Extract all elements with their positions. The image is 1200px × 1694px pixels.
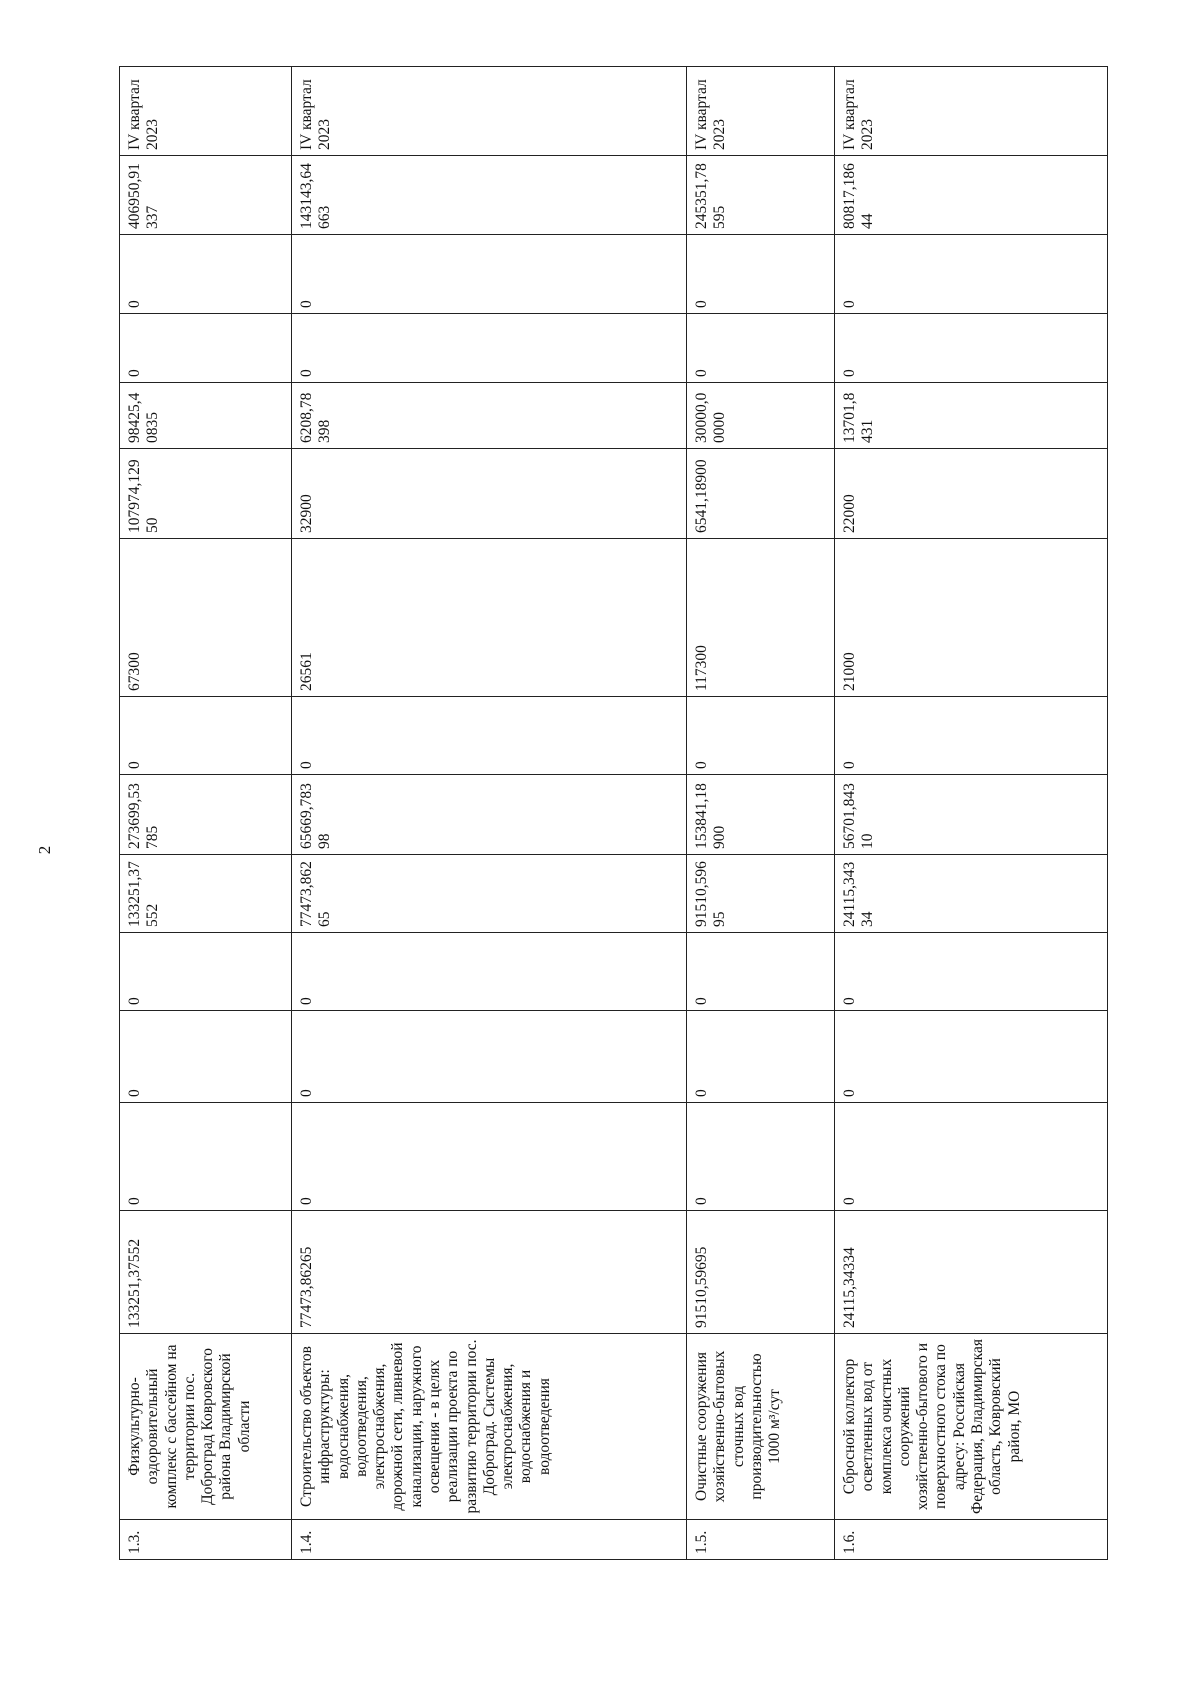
value-cell: 0	[687, 1103, 835, 1211]
value-cell: 0	[835, 933, 1108, 1011]
value-cell: 273699,53785	[120, 775, 292, 855]
row-number-cell: 1.5.	[687, 1520, 835, 1560]
value-cell: 6541,18900	[687, 449, 835, 539]
value-cell: 0	[835, 1103, 1108, 1211]
value-cell: 117300	[687, 539, 835, 697]
value-cell: 13701,8431	[835, 383, 1108, 449]
value-cell: 77473,86265	[292, 855, 687, 933]
value-cell: 0	[120, 1011, 292, 1103]
page-number: 2	[35, 845, 54, 855]
value-cell: 80817,18644	[835, 156, 1108, 235]
value-cell: 0	[687, 314, 835, 383]
value-cell: IV квартал 2023	[835, 67, 1108, 156]
value-cell: IV квартал 2023	[120, 67, 292, 156]
value-cell: 56701,84310	[835, 775, 1108, 855]
value-cell: 91510,59695	[687, 855, 835, 933]
value-cell: 0	[292, 314, 687, 383]
object-name-cell: Строительство объектов инфраструктуры: водоснабжения, водоотведения, электроснабжения, дорожной сети, ливневой канализации, наружного освещения - в целях реализации проекта по развитию территории пос. Доброград. Системы электроснабжения, водоснабжения и водоотведения	[292, 1334, 687, 1520]
value-cell: 24115,34334	[835, 855, 1108, 933]
table-row	[120, 67, 292, 1560]
value-cell: 98425,40835	[120, 383, 292, 449]
object-name-cell: Сбросной коллектор осветленных вод от комплекса очистных сооружений хозяйственно-бытового и поверхностного стока по адресу: Российская Федерация, Владимирская область, Ковровский район, МО	[835, 1334, 1108, 1520]
value-cell: 91510,59695	[687, 1211, 835, 1334]
data-table	[119, 66, 1108, 1560]
value-cell: 133251,37552	[120, 855, 292, 933]
value-cell: 24115,34334	[835, 1211, 1108, 1334]
value-cell: 0	[120, 933, 292, 1011]
row-number-cell: 1.3.	[120, 1520, 292, 1560]
value-cell: 143143,64663	[292, 156, 687, 235]
value-cell: 107974,12950	[120, 449, 292, 539]
table-row	[687, 67, 835, 1560]
row-number-cell: 1.6.	[835, 1520, 1108, 1560]
value-cell: 0	[835, 1011, 1108, 1103]
table-row	[835, 67, 1108, 1560]
value-cell: 0	[292, 697, 687, 775]
value-cell: 77473,86265	[292, 1211, 687, 1334]
value-cell: 65669,78398	[292, 775, 687, 855]
value-cell: 245351,78595	[687, 156, 835, 235]
value-cell: 0	[120, 235, 292, 314]
value-cell: 0	[687, 1011, 835, 1103]
rotated-table-wrapper	[119, 66, 1107, 1560]
value-cell: IV квартал 2023	[292, 67, 687, 156]
value-cell: 0	[835, 314, 1108, 383]
value-cell: 0	[835, 697, 1108, 775]
table-row	[292, 67, 687, 1560]
value-cell: 0	[687, 697, 835, 775]
value-cell: 0	[687, 933, 835, 1011]
value-cell: 22000	[835, 449, 1108, 539]
value-cell: 406950,91337	[120, 156, 292, 235]
value-cell: 21000	[835, 539, 1108, 697]
value-cell: 6208,78398	[292, 383, 687, 449]
value-cell: 0	[120, 1103, 292, 1211]
object-name-cell: Очистные сооружения хозяйственно-бытовых сточных вод производительностью 1000 м³/сут	[687, 1334, 835, 1520]
value-cell: 32900	[292, 449, 687, 539]
value-cell: 0	[292, 933, 687, 1011]
value-cell: IV квартал 2023	[687, 67, 835, 156]
value-cell: 0	[835, 235, 1108, 314]
value-cell: 0	[687, 235, 835, 314]
value-cell: 0	[120, 314, 292, 383]
value-cell: 0	[120, 697, 292, 775]
object-name-cell: Физкультурно-оздоровительный комплекс с бассейном на территории пос. Доброград Ковровского района Владимирской области	[120, 1334, 292, 1520]
value-cell: 153841,18900	[687, 775, 835, 855]
value-cell: 26561	[292, 539, 687, 697]
value-cell: 30000,00000	[687, 383, 835, 449]
value-cell: 133251,37552	[120, 1211, 292, 1334]
value-cell: 0	[292, 1103, 687, 1211]
value-cell: 67300	[120, 539, 292, 697]
value-cell: 0	[292, 235, 687, 314]
row-number-cell: 1.4.	[292, 1520, 687, 1560]
value-cell: 0	[292, 1011, 687, 1103]
